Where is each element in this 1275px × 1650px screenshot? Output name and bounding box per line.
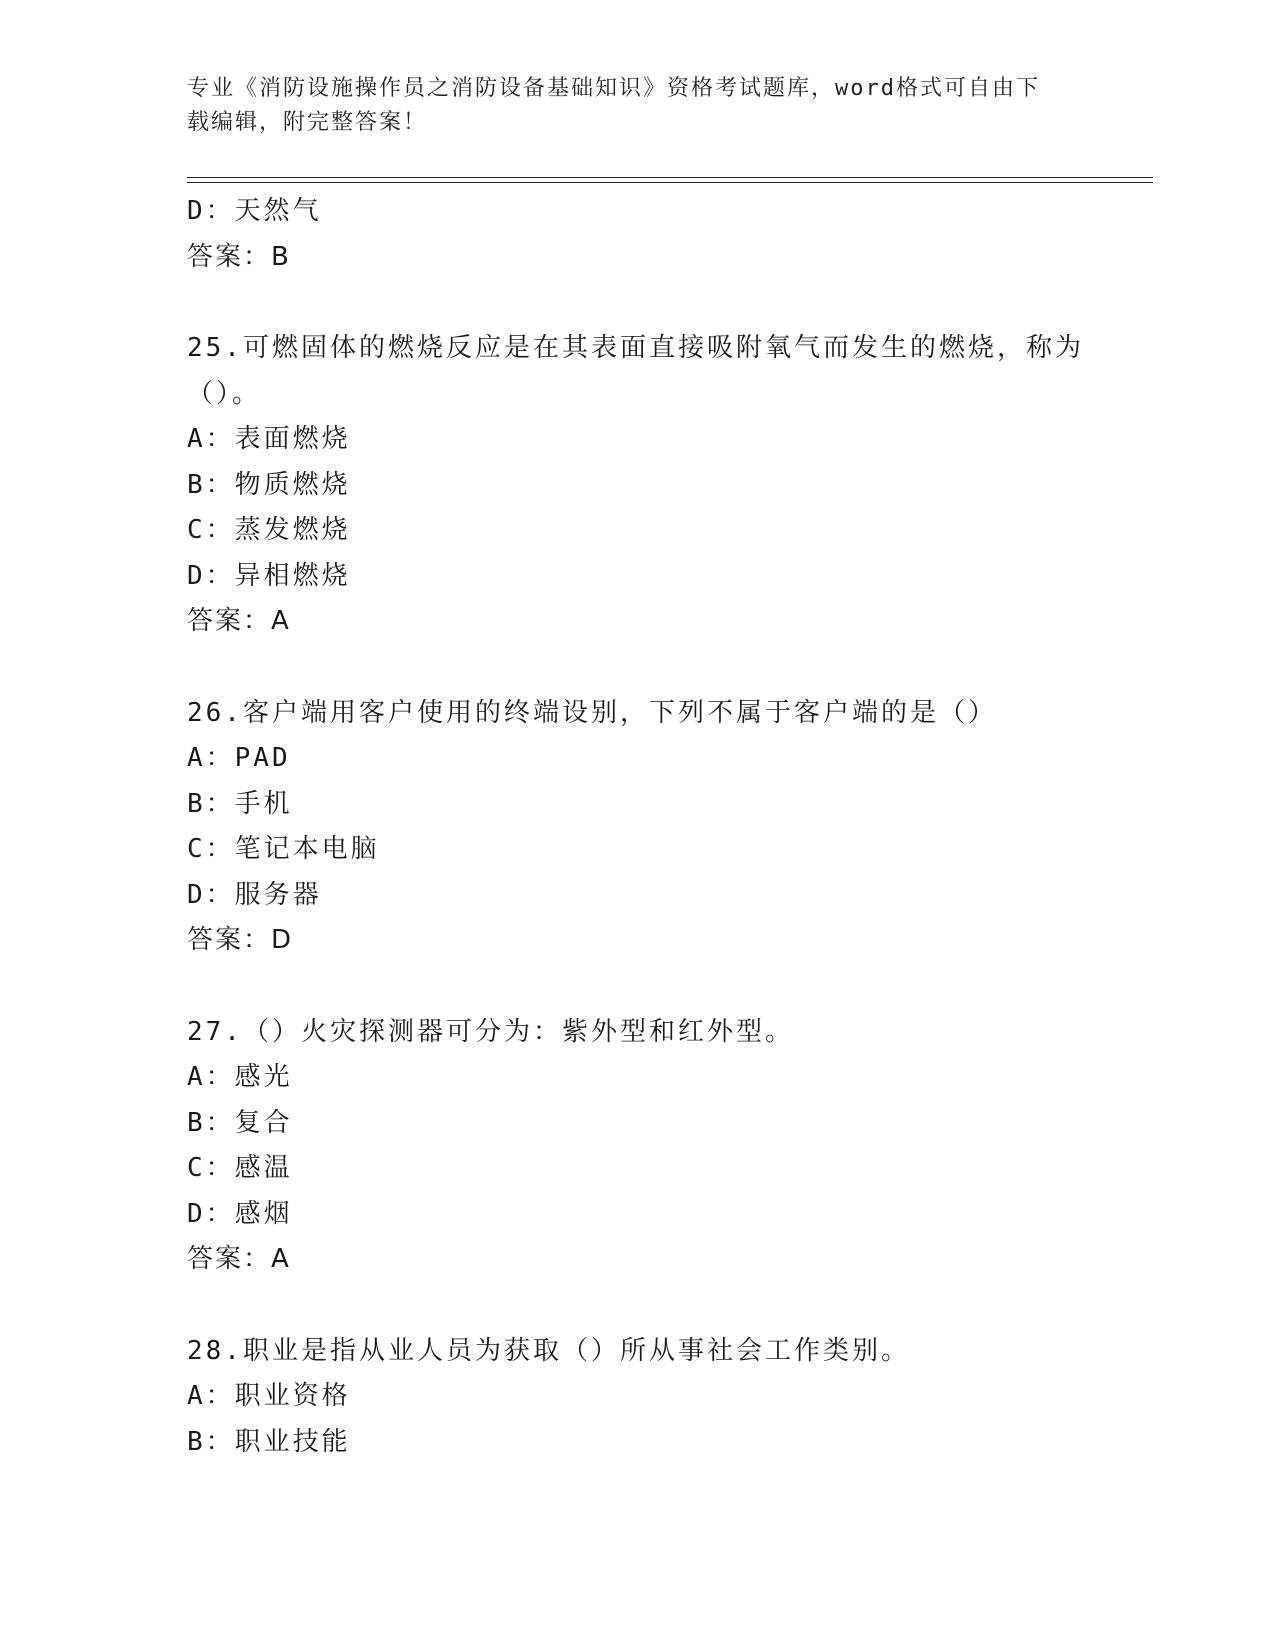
question-text: 26.客户端用客户使用的终端设别，下列不属于客户端的是（） [187,697,997,728]
answer-line: 答案：B [187,241,291,272]
answer-line: 答案：A [187,606,291,636]
option-d: D：感烟 [187,1198,293,1229]
option-b: B：复合 [187,1107,293,1138]
question-26 [187,691,1087,964]
header-divider-bottom [187,182,1153,183]
answer-line: 答案：D [187,925,294,955]
option-a: A：职业资格 [187,1381,351,1411]
header-divider-top [187,177,1153,178]
header-line-1: 专业《消防设施操作员之消防设备基础知识》资格考试题库，word格式可自由下 [187,76,1040,101]
header-line-2: 载编辑，附完整答案！ [187,110,428,135]
option-a: A：感光 [187,1062,293,1092]
question-28 [187,1329,1087,1466]
option-d: D：异相燃烧 [187,560,351,591]
option-c: C：感温 [187,1153,293,1183]
answer-line: 答案：A [187,1244,291,1274]
question-text: 28.职业是指从业人员为获取（）所从事社会工作类别。 [187,1335,910,1366]
question-27 [187,1010,1087,1283]
option-a: A：表面燃烧 [187,424,351,454]
document-header [187,72,1067,140]
option-b: B：物质燃烧 [187,469,351,500]
option-b: B：职业技能 [187,1426,351,1457]
question-list [187,189,1087,1465]
option-c: C：笔记本电脑 [187,834,380,864]
option-b: B：手机 [187,788,293,819]
question-text: 25.可燃固体的燃烧反应是在其表面直接吸附氧气而发生的燃烧，称为 [187,333,1084,363]
option-c: C：蒸发燃烧 [187,515,351,545]
option-a: A：PAD [187,743,291,773]
question-text-continued: （）。 [187,378,262,409]
previous-question-tail [187,189,1087,280]
question-text: 27.（）火灾探测器可分为：紫外型和红外型。 [187,1016,794,1047]
option-d: D：天然气 [187,196,322,226]
question-25 [187,326,1087,645]
option-d: D：服务器 [187,879,322,910]
